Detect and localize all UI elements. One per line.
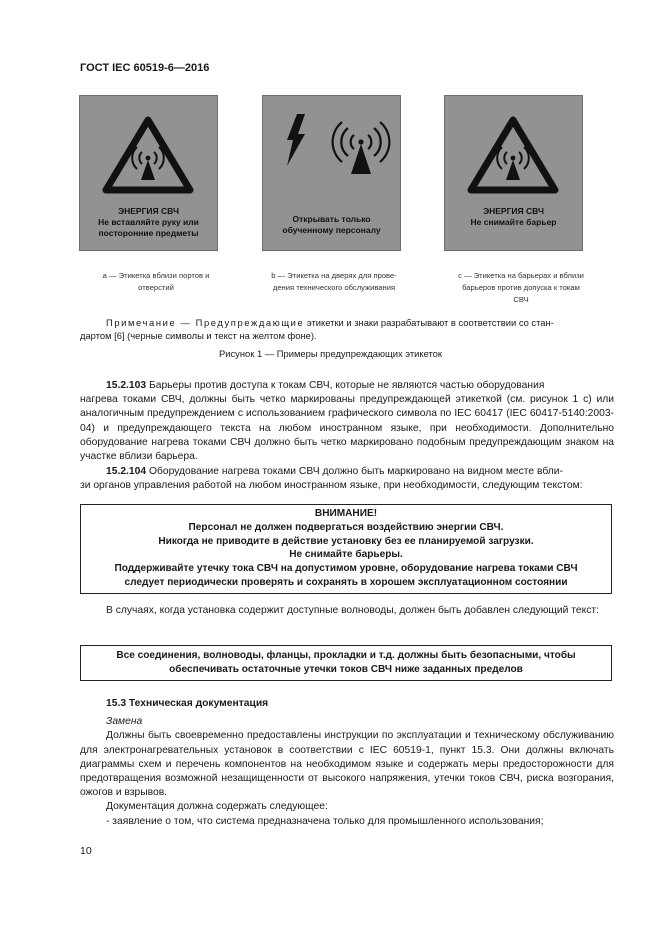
caption-a	[86, 270, 226, 294]
label-b-line2: обученному персоналу	[282, 225, 381, 235]
caption-b-line1: b — Этикетка на дверях для прове-	[271, 271, 397, 280]
replacement-note: Замена	[106, 716, 143, 728]
section-15-3-para2: Документация должна содержать следующее:	[106, 801, 328, 813]
note-text: этикетки и знаки разрабатывают в соответствии со стан-	[304, 317, 554, 328]
connections-box-line2: обеспечивать остаточные утечки токов СВЧ ниже заданных пределов	[169, 663, 523, 675]
figure-note	[80, 316, 610, 342]
warning-label-a	[79, 95, 218, 251]
section-number: 15.2.103	[106, 380, 147, 391]
note-label: Примечание — Предупреждающие	[106, 317, 305, 328]
warning-box-title: ВНИМАНИЕ!	[314, 508, 378, 519]
figure-caption: Рисунок 1 — Примеры предупреждающих этикеток	[219, 348, 442, 359]
caption-a-line1: a — Этикетка вблизи портов и	[102, 271, 210, 280]
section-text-line1: Барьеры против доступа к токам СВЧ, которые не являются частью оборудования	[146, 380, 545, 391]
waveguide-paragraph: В случаях, когда установка содержит доступные волноводы, должен быть добавлен следующий текст:	[106, 605, 599, 616]
section-heading: 15.3 Техническая документация	[106, 698, 269, 709]
warning-label-c-text	[445, 206, 582, 228]
warning-box-line: Персонал не должен подвергаться воздействию энергии СВЧ.	[188, 521, 504, 533]
section-text: зи органов управления работой на любом иностранном языке, при необходимости, следующим текстом:	[80, 480, 583, 492]
caption-b-line2: дения технического обслуживания	[272, 283, 396, 292]
caption-c-line3: СВЧ	[513, 295, 529, 304]
label-c-line2: Не снимайте барьер	[470, 217, 557, 227]
warning-box	[80, 504, 612, 594]
warning-label-a-text	[80, 206, 217, 239]
label-a-line3: посторонние предметы	[98, 228, 199, 238]
section-15-2-103	[80, 379, 614, 464]
label-a-line2: Не вставляйте руку или	[98, 217, 199, 227]
note-text-2: дартом [6] (черные символы и текст на желтом фоне).	[80, 330, 317, 341]
warning-label-b-text	[263, 214, 400, 236]
section-text-line1: Оборудование нагрева токами СВЧ должно быть маркировано на видном месте вбли-	[146, 466, 563, 477]
caption-c-line2: барьеров против допуска к токам	[462, 283, 580, 292]
list-item: - заявление о том, что система предназначена только для промышленного использования;	[106, 815, 544, 827]
label-c-line1: ЭНЕРГИЯ СВЧ	[483, 206, 544, 216]
caption-b	[258, 270, 410, 294]
warning-box-line: Не снимайте барьеры.	[289, 549, 403, 561]
warning-box-line: Поддерживайте утечку тока СВЧ на допустимом уровне, оборудование нагрева токами СВЧ	[114, 563, 578, 575]
connections-box	[80, 645, 612, 681]
warning-box-line: Никогда не приводите в действие установку без ее планируемой загрузки.	[158, 535, 534, 547]
connections-box-line1: Все соединения, волноводы, фланцы, прокладки и т.д. должны быть безопасными, чтобы	[116, 650, 576, 661]
warning-box-line: следует периодически проверять и сохранять в хорошем эксплуатационном состоянии	[124, 576, 568, 588]
caption-a-line2: отверстий	[138, 283, 174, 292]
section-number: 15.2.104	[106, 466, 147, 477]
section-15-3-para1: Должны быть своевременно предоставлены инструкции по эксплуатации и техническому обслуживанию для электронагревательных установок в соответствии с IEC 60519-1, пункт 15.3. Они должны включать диаграммы схем и перечень компонентов на необходимом языке и содержать меры предосторожности для предотвращения возможной незащищенности от высокого напряжения, утечки токов СВЧ, риска возгорания, ожогов и взрывов.	[80, 730, 614, 799]
section-15-3	[80, 697, 614, 829]
warning-label-c	[444, 95, 583, 251]
section-15-2-104	[80, 465, 614, 493]
document-header: ГОСТ IEC 60519-6—2016	[80, 62, 210, 74]
caption-c	[446, 270, 596, 306]
label-a-line1: ЭНЕРГИЯ СВЧ	[118, 206, 179, 216]
label-b-line1: Открывать только	[292, 214, 371, 224]
section-text: нагрева токами СВЧ, должны быть четко маркированы предупреждающей этикеткой (см. рисунок 1 c) или аналогичным предупреждением с использованием графического символа по IEC 60417 (IEC 60417-5140:2003-04) и предупреждающего текста на любом иностранном языке, при необходимости. Дополнительно оборудование нагрева токами СВЧ должно быть четко маркировано подобным предупреждающим знаком на участке вблизи барьера.	[80, 394, 614, 463]
page-number: 10	[80, 845, 92, 857]
caption-c-line1: c — Этикетка на барьерах и вблизи	[458, 271, 584, 280]
warning-label-b	[262, 95, 401, 251]
